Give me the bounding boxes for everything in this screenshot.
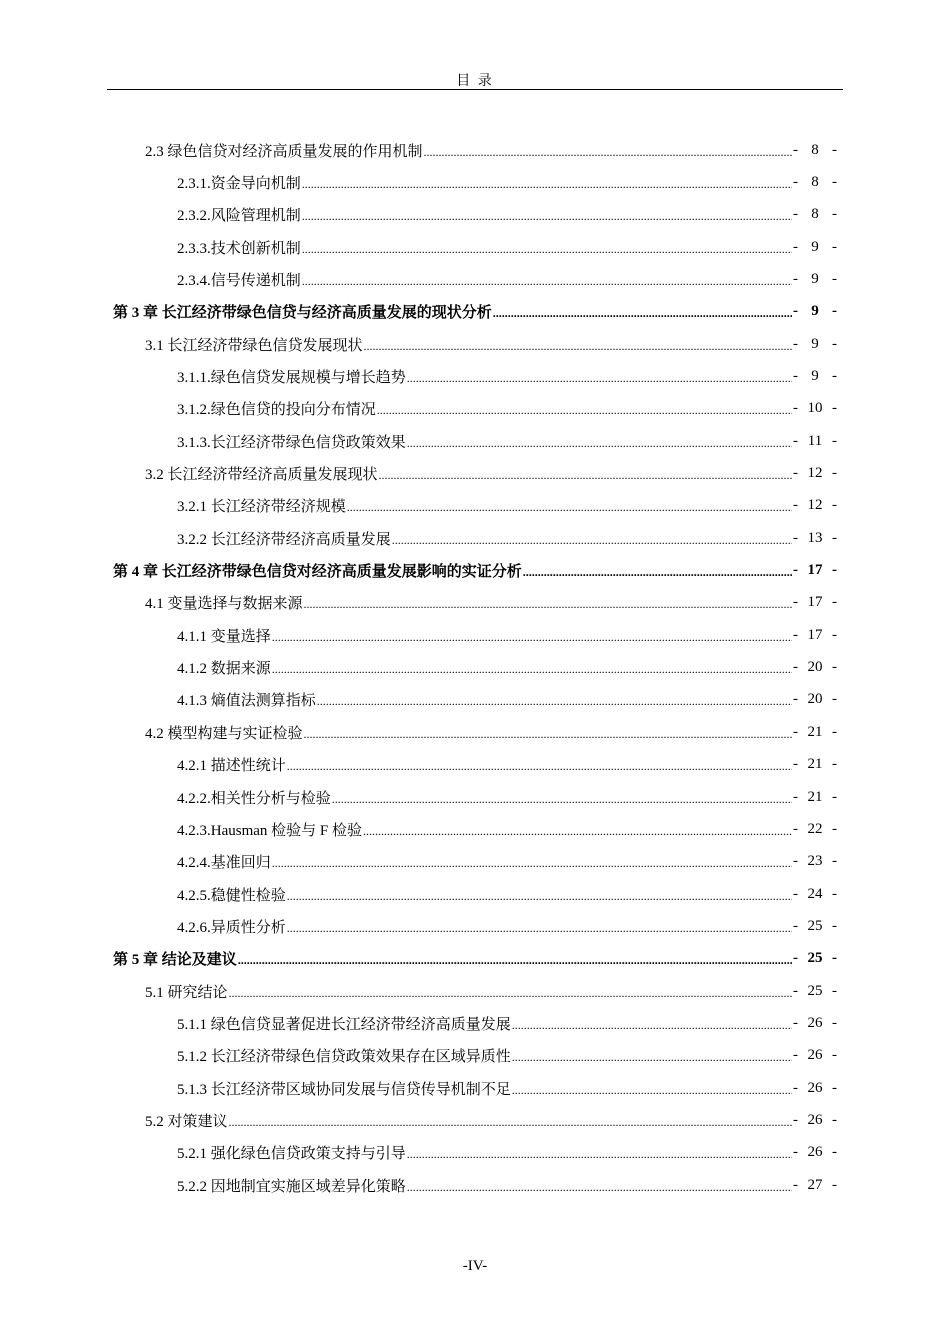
toc-entry-page <box>793 433 837 450</box>
toc-entry-title: 第 4 章 长江经济带绿色信贷对经济高质量发展影响的实证分析 <box>113 564 522 581</box>
toc-dot-leader <box>392 530 792 547</box>
toc-entry[interactable] <box>145 458 837 490</box>
page-number: 26 <box>807 1047 823 1064</box>
toc-entry-page <box>793 1177 837 1194</box>
toc-dot-leader <box>229 983 792 1000</box>
toc-entry[interactable] <box>177 652 837 684</box>
toc-dot-leader <box>272 659 792 676</box>
toc-entry-page <box>793 368 837 385</box>
page-dash: - <box>832 497 837 514</box>
page-number: 17 <box>807 594 823 611</box>
toc-dot-leader <box>332 789 792 806</box>
page-number: 23 <box>807 853 823 870</box>
page-number: 21 <box>807 788 823 805</box>
toc-dot-leader <box>287 886 792 903</box>
toc-entry-page <box>793 271 837 288</box>
toc-entry-title: 2.3.2.风险管理机制 <box>177 208 301 225</box>
page-dash: - <box>793 594 798 611</box>
page-dash: - <box>832 1176 837 1193</box>
page-number: 8 <box>811 206 819 223</box>
toc-entry-title: 2.3 绿色信贷对经济高质量发展的作用机制 <box>145 143 423 160</box>
page-number: 21 <box>807 756 823 773</box>
toc-entry[interactable] <box>145 328 837 360</box>
toc-entry-page <box>793 562 837 579</box>
page-dash: - <box>793 238 798 255</box>
page-number: 25 <box>807 950 823 967</box>
toc-entry-title: 4.2.4.基准回归 <box>177 855 271 872</box>
page-number: 26 <box>807 1144 823 1161</box>
page-dash: - <box>793 788 798 805</box>
toc-entry[interactable] <box>177 846 837 878</box>
toc-entry-page <box>793 1144 837 1161</box>
toc-entry-title: 3.1.2.绿色信贷的投向分布情况 <box>177 402 376 419</box>
page-dash: - <box>832 1014 837 1031</box>
toc-entry-page <box>793 789 837 806</box>
toc-entry-title: 5.1.3 长江经济带区域协同发展与信贷传导机制不足 <box>177 1081 511 1098</box>
toc-dot-leader <box>407 1144 792 1161</box>
toc-dot-leader <box>379 465 792 482</box>
page-number: 13 <box>807 529 823 546</box>
toc-dot-leader <box>523 562 792 579</box>
toc-entry-title: 5.1 研究结论 <box>145 984 228 1001</box>
toc-entry[interactable] <box>145 975 837 1007</box>
toc-entry-title: 3.1 长江经济带绿色信贷发展现状 <box>145 337 363 354</box>
toc-entry-title: 5.1.2 长江经济带绿色信贷政策效果存在区域异质性 <box>177 1049 511 1066</box>
toc-entry-title: 第 3 章 长江经济带绿色信贷与经济高质量发展的现状分析 <box>113 305 492 322</box>
toc-entry-page <box>793 1047 837 1064</box>
toc-entry[interactable] <box>145 587 837 619</box>
toc-entry-page <box>793 724 837 741</box>
page-dash: - <box>793 335 798 352</box>
page-dash: - <box>832 206 837 223</box>
page-dash: - <box>793 1176 798 1193</box>
toc-entry[interactable] <box>177 813 837 845</box>
toc-entry-page <box>793 756 837 773</box>
page-number: 24 <box>807 885 823 902</box>
toc-entry[interactable] <box>177 1137 837 1169</box>
page-dash: - <box>832 853 837 870</box>
page-number: 25 <box>807 982 823 999</box>
page-dash: - <box>793 917 798 934</box>
page-dash: - <box>832 1112 837 1128</box>
page-dash: - <box>793 303 798 320</box>
page-dash: - <box>793 1112 798 1128</box>
toc-entry-title: 5.2.2 因地制宜实施区域差异化策略 <box>177 1178 406 1195</box>
toc-entry-page <box>793 1080 837 1097</box>
toc-dot-leader <box>238 950 792 967</box>
page-dash: - <box>832 1144 837 1161</box>
toc-dot-leader <box>302 271 792 288</box>
toc-dot-leader <box>512 1080 792 1097</box>
page-dash: - <box>832 594 837 611</box>
toc-dot-leader <box>364 336 792 353</box>
page-dash: - <box>832 367 837 384</box>
page-header-title: 目 录 <box>456 74 494 89</box>
toc-entry-page <box>793 465 837 482</box>
page-number: 8 <box>811 141 819 158</box>
page-dash: - <box>832 141 837 158</box>
page-number: 8 <box>811 173 819 190</box>
page-dash: - <box>793 206 798 223</box>
toc-dot-leader <box>377 400 792 417</box>
toc-entry-title: 4.1.1 变量选择 <box>177 628 271 645</box>
page-dash: - <box>832 982 837 999</box>
toc-entry-title: 4.1 变量选择与数据来源 <box>145 596 303 613</box>
page-number: 9 <box>811 238 819 255</box>
toc-dot-leader <box>363 821 792 838</box>
toc-entry-title: 2.3.4.信号传递机制 <box>177 272 301 289</box>
toc-entry-page <box>793 918 837 935</box>
page-dash: - <box>832 303 837 320</box>
toc-entry-title: 3.1.3.长江经济带绿色信贷政策效果 <box>177 434 406 451</box>
page-number: 9 <box>811 367 819 384</box>
toc-entry-title: 4.2.1 描述性统计 <box>177 758 286 775</box>
page-dash: - <box>832 1047 837 1064</box>
toc-entry-title: 2.3.3.技术创新机制 <box>177 240 301 257</box>
toc-dot-leader <box>287 918 792 935</box>
toc-entry-title: 4.1.3 熵值法测算指标 <box>177 693 316 710</box>
toc-entry-page <box>793 142 837 159</box>
toc-entry-page <box>793 497 837 514</box>
toc-entry[interactable] <box>177 425 837 457</box>
page-dash: - <box>832 400 837 417</box>
page-dash: - <box>832 270 837 287</box>
page-dash: - <box>832 529 837 546</box>
toc-dot-leader <box>512 1047 792 1064</box>
page-number: 9 <box>811 270 819 287</box>
toc-entry[interactable] <box>113 296 837 328</box>
page-dash: - <box>793 270 798 287</box>
page-number: 20 <box>807 691 823 708</box>
toc-entry[interactable] <box>177 393 837 425</box>
page-dash: - <box>793 723 798 740</box>
toc-entry-title: 3.2 长江经济带经济高质量发展现状 <box>145 467 378 483</box>
page-number: 9 <box>811 303 819 320</box>
page-dash: - <box>793 367 798 384</box>
page-dash: - <box>832 917 837 934</box>
toc-dot-leader <box>272 853 792 870</box>
toc-entry-title: 5.2 对策建议 <box>145 1114 228 1130</box>
page-dash: - <box>793 1079 798 1096</box>
toc-dot-leader <box>512 1015 792 1032</box>
toc-dot-leader <box>287 756 792 773</box>
page-dash: - <box>832 238 837 255</box>
page-number: 27 <box>807 1176 823 1193</box>
page-dash: - <box>793 1014 798 1031</box>
page-number: 11 <box>807 432 823 449</box>
toc-dot-leader <box>302 206 792 223</box>
toc-entry[interactable] <box>177 1040 837 1072</box>
page-dash: - <box>793 1047 798 1064</box>
toc-entry[interactable] <box>177 231 837 263</box>
toc-entry-page <box>793 821 837 838</box>
toc-entry-page <box>793 1015 837 1032</box>
toc-entry-page <box>793 950 837 967</box>
toc-entry-page <box>793 594 837 611</box>
toc-entry-page <box>793 303 837 320</box>
page-number: 25 <box>807 917 823 934</box>
toc-entry[interactable] <box>177 878 837 910</box>
toc-entry[interactable] <box>145 716 837 748</box>
page-dash: - <box>832 626 837 643</box>
toc-entry-title: 4.2 模型构建与实证检验 <box>145 725 303 742</box>
toc-entry-title: 3.2.1 长江经济带经济规模 <box>177 499 346 516</box>
toc-entry-title: 4.2.6.异质性分析 <box>177 919 286 936</box>
toc-entry-page <box>793 239 837 256</box>
page-dash: - <box>793 853 798 870</box>
toc-entry-page <box>793 1112 837 1129</box>
toc-entry[interactable] <box>177 199 837 231</box>
toc-entry-page <box>793 691 837 708</box>
page-number: 12 <box>807 465 823 481</box>
page-dash: - <box>832 723 837 740</box>
toc-entry[interactable] <box>145 1105 837 1137</box>
page-dash: - <box>832 465 837 481</box>
page-dash: - <box>793 1144 798 1161</box>
page-number: 26 <box>807 1112 823 1128</box>
toc-entry-title: 4.2.2.相关性分析与检验 <box>177 790 331 807</box>
toc-entry[interactable] <box>113 555 837 587</box>
toc-dot-leader <box>302 174 792 191</box>
page-dash: - <box>832 756 837 773</box>
page-number-footer: -IV- <box>462 1258 488 1274</box>
toc-entry-page <box>793 336 837 353</box>
page-dash: - <box>793 659 798 676</box>
page-dash: - <box>793 950 798 967</box>
page-dash: - <box>793 820 798 837</box>
page-dash: - <box>832 335 837 352</box>
toc-entry-title: 2.3.1.资金导向机制 <box>177 175 301 192</box>
page-dash: - <box>793 529 798 546</box>
toc-entry-page <box>793 983 837 1000</box>
toc-entry-title: 5.1.1 绿色信贷显著促进长江经济带经济高质量发展 <box>177 1016 511 1033</box>
toc-entry-title: 4.2.5.稳健性检验 <box>177 887 286 904</box>
toc-entry-title: 4.1.2 数据来源 <box>177 661 271 678</box>
toc-entry-page <box>793 174 837 191</box>
toc-entry-page <box>793 206 837 223</box>
toc-entry[interactable] <box>177 263 837 295</box>
page-dash: - <box>793 691 798 708</box>
page-dash: - <box>832 950 837 967</box>
toc-entry[interactable] <box>177 684 837 716</box>
toc-dot-leader <box>229 1112 792 1129</box>
page-dash: - <box>832 1079 837 1096</box>
page-dash: - <box>793 982 798 999</box>
toc-entry[interactable] <box>177 619 837 651</box>
page-number: 26 <box>807 1014 823 1031</box>
page-dash: - <box>793 626 798 643</box>
page-dash: - <box>832 659 837 676</box>
toc-entry-title: 3.1.1.绿色信贷发展规模与增长趋势 <box>177 369 406 386</box>
page-dash: - <box>793 173 798 190</box>
toc-dot-leader <box>407 368 792 385</box>
toc-dot-leader <box>317 691 792 708</box>
page-dash: - <box>793 756 798 773</box>
toc-entry[interactable] <box>177 166 837 198</box>
page-dash: - <box>793 465 798 481</box>
toc-dot-leader <box>424 142 792 159</box>
toc-entry-title: 3.2.2 长江经济带经济高质量发展 <box>177 531 391 548</box>
page-dash: - <box>832 885 837 902</box>
toc-entry[interactable] <box>177 1007 837 1039</box>
toc-entry[interactable] <box>177 749 837 781</box>
page-number: 12 <box>807 497 823 514</box>
page-dash: - <box>793 885 798 902</box>
page-dash: - <box>832 562 837 579</box>
toc-entry[interactable] <box>113 943 837 975</box>
page-dash: - <box>832 788 837 805</box>
toc-entry-page <box>793 530 837 547</box>
toc-dot-leader <box>304 594 792 611</box>
toc-entry[interactable] <box>145 134 837 166</box>
page-number: 26 <box>807 1079 823 1096</box>
toc-dot-leader <box>272 627 792 644</box>
toc-dot-leader <box>304 724 792 741</box>
toc-entry[interactable] <box>177 781 837 813</box>
page-dash: - <box>793 432 798 449</box>
page-dash: - <box>832 173 837 190</box>
toc-entry[interactable] <box>177 1169 837 1201</box>
page-dash: - <box>793 562 798 579</box>
toc-dot-leader <box>407 1177 792 1194</box>
page-dash: - <box>793 400 798 417</box>
toc-dot-leader <box>407 433 792 450</box>
toc-entry-page <box>793 886 837 903</box>
toc-dot-leader <box>302 239 792 256</box>
page-number: 17 <box>807 562 823 579</box>
toc-dot-leader <box>347 497 792 514</box>
toc-entry[interactable] <box>177 910 837 942</box>
toc-entry[interactable] <box>177 522 837 554</box>
page-dash: - <box>793 497 798 514</box>
page-number: 17 <box>807 626 823 643</box>
page-dash: - <box>831 432 837 449</box>
page-number: 20 <box>807 659 823 676</box>
toc-dot-leader <box>493 303 792 320</box>
page-number: 22 <box>807 820 823 837</box>
header-rule <box>107 89 843 90</box>
toc-entry-title: 4.2.3.Hausman 检验与 F 检验 <box>177 822 362 839</box>
toc-entry-page <box>793 400 837 417</box>
toc-entry-page <box>793 853 837 870</box>
toc-entry[interactable] <box>177 360 837 392</box>
page-dash: - <box>832 820 837 837</box>
page-number: 10 <box>807 400 823 417</box>
toc-entry-page <box>793 627 837 644</box>
toc-entry[interactable] <box>177 490 837 522</box>
toc-entry-title: 5.2.1 强化绿色信贷政策支持与引导 <box>177 1146 406 1163</box>
page-number: 9 <box>811 335 819 352</box>
toc-entry[interactable] <box>177 1072 837 1104</box>
page-dash: - <box>793 141 798 158</box>
toc-entry-title: 第 5 章 结论及建议 <box>113 952 237 969</box>
page-dash: - <box>832 691 837 708</box>
page-number: 21 <box>807 723 823 740</box>
toc-entry-page <box>793 659 837 676</box>
